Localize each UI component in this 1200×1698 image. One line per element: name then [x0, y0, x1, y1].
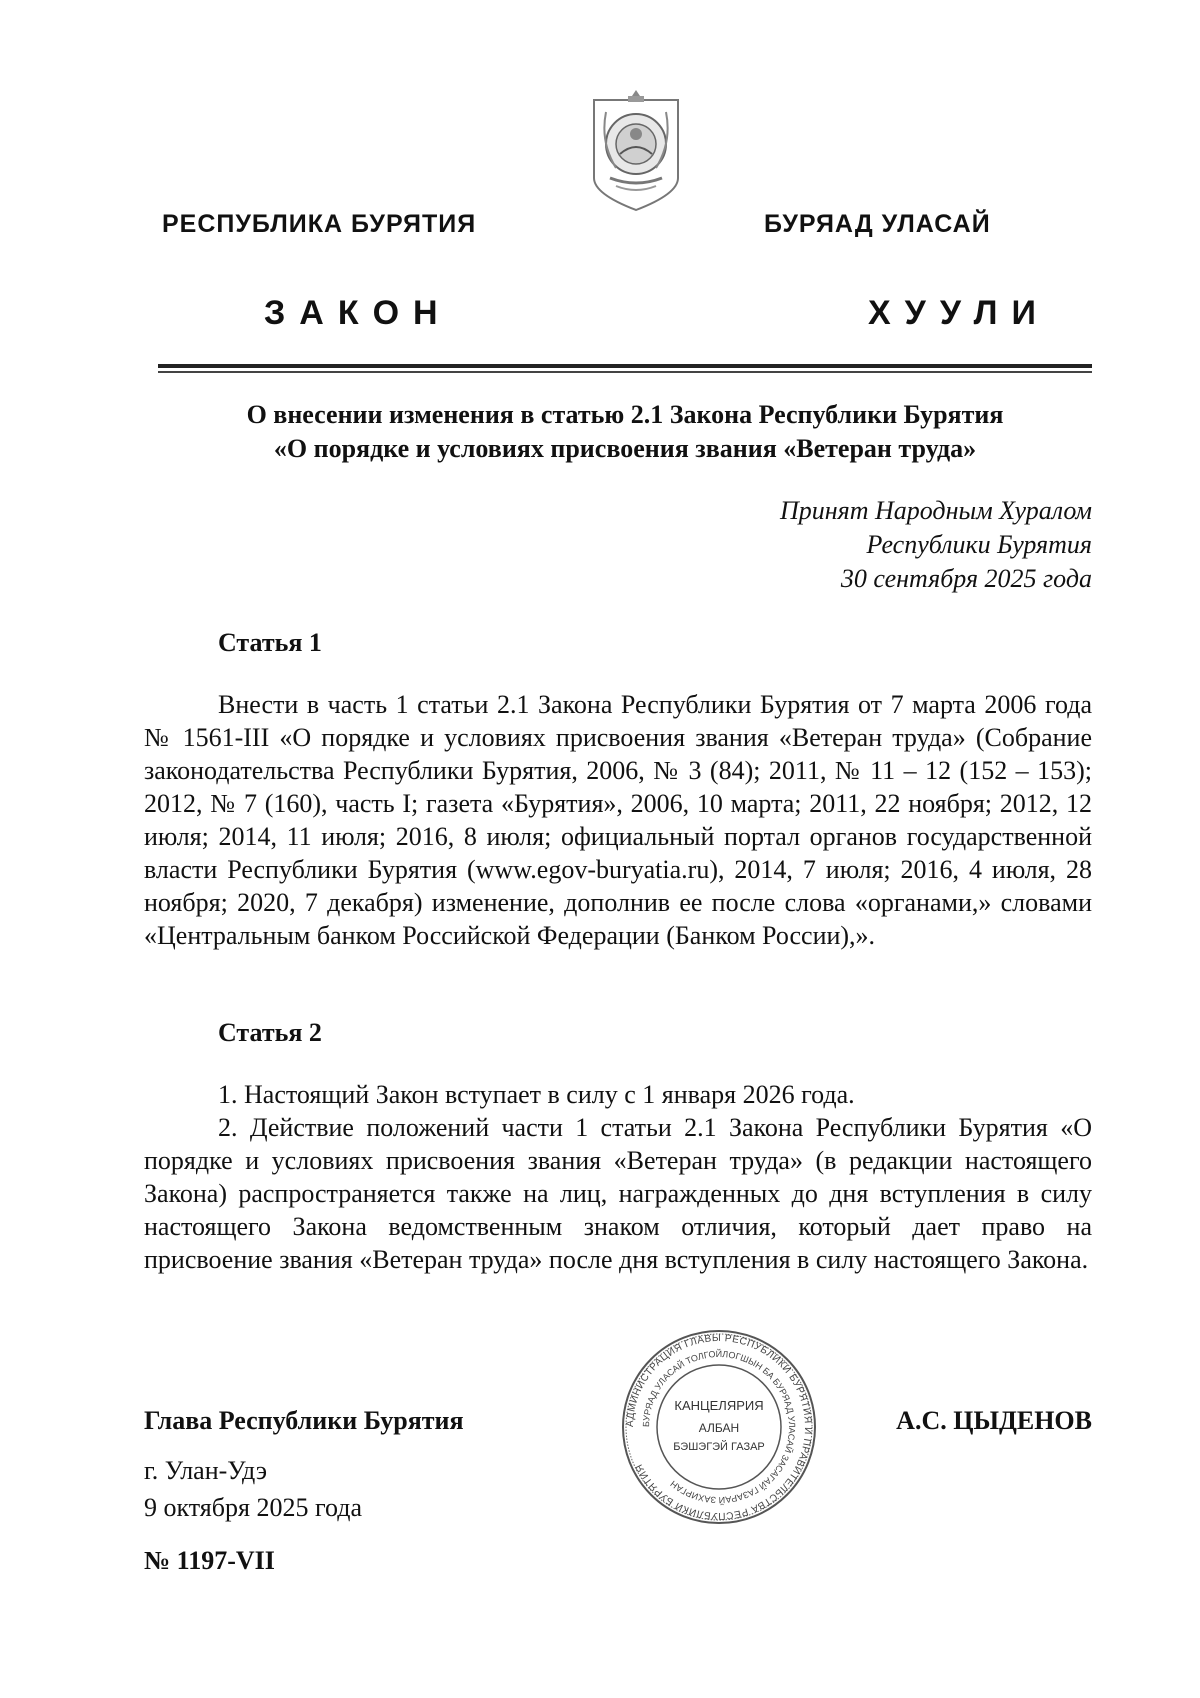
coat-of-arms-icon [588, 82, 684, 214]
adoption-line3: 30 сентября 2025 года [840, 564, 1092, 593]
stamp-outer-text: АДМИНИСТРАЦИЯ ГЛАВЫ РЕСПУБЛИКИ БУРЯТИЯ И ПРАВИТЕЛЬСТВА РЕСПУБЛИКИ БУРЯТИЯ [624, 1332, 814, 1522]
header-divider-thick [158, 364, 1092, 368]
adoption-line1: Принят Народным Хуралом [779, 496, 1092, 525]
stamp-line1: КАНЦЕЛЯРИЯ [674, 1398, 764, 1413]
article1-heading: Статья 1 [218, 628, 322, 657]
adoption-note [780, 494, 1092, 596]
header-divider-thin [158, 371, 1092, 373]
signing-date: 9 октября 2025 года [144, 1493, 362, 1522]
header-left-doc-type: ЗАКОН [264, 294, 452, 332]
article2-body [144, 1078, 1092, 1276]
signatory-name: А.С. ЦЫДЕНОВ [896, 1406, 1092, 1435]
law-title-line2: «О порядке и условиях присвоения звания «Ветеран труда» [273, 434, 977, 463]
article1-text: Внести в часть 1 статьи 2.1 Закона Республики Бурятия от 7 марта 2006 года № 1561-III «О порядке и условиях присвоения звания «Ветеран труда» (Собрание законодательства Республики Бурятия, 2006, № 3 (84); 2011, № 11 – 12 (152 – 153); 2012, № 7 (160), часть I; газета «Бурятия», 2006, 10 марта; 2011, 22 ноября; 2012, 12 июля; 2014, 11 июля; 2016, 8 июля; официальный портал органов государственной власти Республики Бурятия (www.egov-buryatia.ru), 2014, 7 июля; 2016, 4 июля, 28 ноября; 2020, 7 декабря) изменение, дополнив ее после слова «органами,» словами «Центральным банком Российской Федерации (Банком России),». [144, 690, 1092, 950]
header-left-name: РЕСПУБЛИКА БУРЯТИЯ [162, 210, 477, 238]
city: г. Улан-Удэ [144, 1456, 268, 1485]
stamp-inner-text: БУРЯАД УЛАСАЙ ТОЛГОЙЛОГШЫН БА БУРЯАД УЛАСАЙ ЗАСАГАЙ ГАЗАРАЙ ЗАХИРГАН [640, 1348, 798, 1506]
official-seal-stamp [620, 1328, 818, 1526]
place-and-date [144, 1452, 362, 1526]
adoption-line2: Республики Бурятия [866, 530, 1092, 559]
header-right-doc-type: ХУУЛИ [868, 294, 1050, 332]
article2-item2: 2. Действие положений части 1 статьи 2.1 Закона Республики Бурятия «О порядке и условиях присвоения звания «Ветеран труда» (в редакции настоящего Закона) распространяется также на лиц, награжденных до дня вступления в силу настоящего Закона ведомственным знаком отличия, который дает право на присвоение звания «Ветеран труда» после дня вступления в силу настоящего Закона. [144, 1113, 1092, 1274]
article2-item1: 1. Настоящий Закон вступает в силу с 1 января 2026 года. [218, 1080, 855, 1109]
law-title-line1: О внесении изменения в статью 2.1 Закона Республики Бурятия [246, 400, 1004, 429]
stamp-line2: АЛБАН [698, 1421, 740, 1435]
signatory-role: Глава Республики Бурятия [144, 1406, 464, 1435]
article2-heading: Статья 2 [218, 1018, 322, 1047]
law-title [140, 398, 1110, 466]
article1-body [144, 688, 1092, 952]
stamp-line3: БЭШЭГЭЙ ГАЗАР [673, 1441, 765, 1453]
header-right-name: БУРЯАД УЛАСАЙ [764, 210, 991, 238]
law-number: № 1197-VII [144, 1546, 275, 1575]
